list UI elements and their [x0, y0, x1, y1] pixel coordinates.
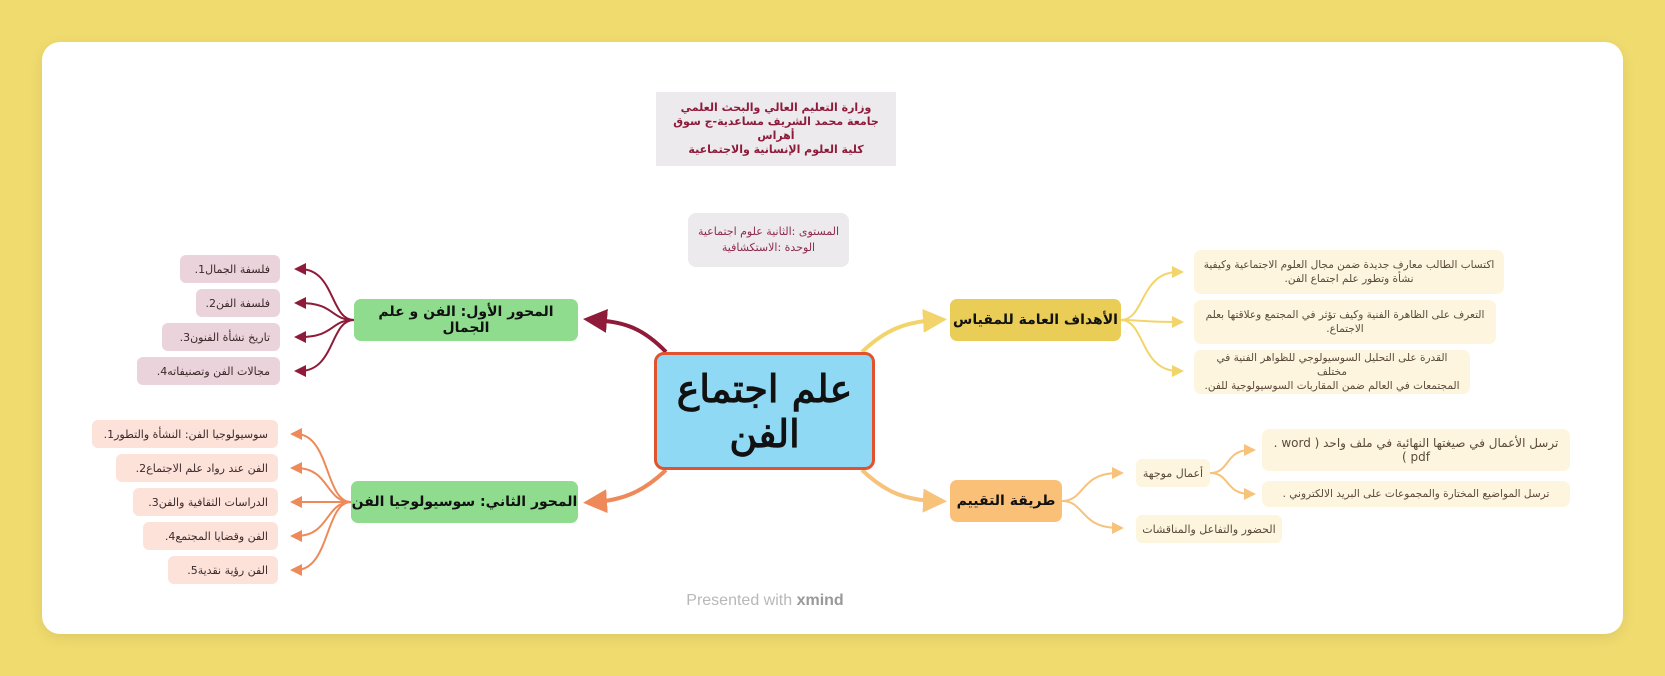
goal-item-2[interactable]: [1194, 300, 1496, 344]
item-number: 5.: [187, 563, 198, 577]
axis1-item-2[interactable]: [196, 289, 280, 317]
axis2-item-4[interactable]: [143, 522, 278, 550]
goal-text: اكتساب الطالب معارف جديدة ضمن مجال العلوم الاجتماعية وكيفية: [1203, 259, 1495, 271]
axis2-item-3[interactable]: [133, 488, 278, 516]
item-number: 2.: [135, 461, 147, 475]
xmind-logo: xmind: [796, 592, 844, 609]
goal-text: التعرف على الظاهرة الفنية وكيف تؤثر في المجتمع وعلاقتها بعلم: [1205, 309, 1485, 321]
axis1-topic[interactable]: [354, 299, 578, 341]
goals-topic[interactable]: [950, 299, 1121, 341]
item-text: الفن عند رواد علم الاجتماع: [146, 461, 268, 475]
institution-header[interactable]: [656, 92, 896, 166]
header-ministry: وزارة التعليم العالي والبحث العلمي: [680, 101, 872, 114]
presented-with-footer[interactable]: [0, 592, 1530, 610]
item-text: الدراسات الثقافية والفن: [158, 495, 268, 509]
goal-item-1[interactable]: [1194, 250, 1504, 294]
header-faculty: كلية العلوم الإنسانية والاجتماعية: [688, 143, 864, 156]
item-number: 1.: [194, 262, 206, 276]
axis2-topic[interactable]: [351, 481, 578, 523]
directed-item-1[interactable]: [1262, 429, 1570, 471]
goal-text: القدرة على التحليل السوسيولوجي للظواهر الفنية في مختلف: [1216, 352, 1448, 378]
header-university: جامعة محمد الشريف مساعدية-ج سوق أهراس: [673, 115, 879, 142]
axis2-item-1[interactable]: [92, 420, 278, 448]
goal-text: نشأة وتطور علم اجتماع الفن.: [1284, 273, 1414, 285]
goal-text: الاجتماع.: [1326, 323, 1364, 335]
attendance-label: الحضور والتفاعل والمناقشات: [1142, 522, 1276, 536]
item-number: 4.: [164, 529, 176, 543]
axis2-label: المحور الثاني: سوسيولوجيا الفن: [351, 494, 578, 510]
item-text: تاريخ نشأة الفنون: [190, 330, 270, 344]
level-text: المستوى :الثانية علوم اجتماعية: [697, 225, 840, 238]
item-number: 4.: [156, 364, 168, 378]
axis1-item-4[interactable]: [137, 357, 280, 385]
attendance-topic[interactable]: [1136, 515, 1282, 543]
item-text: فلسفة الفن: [215, 296, 270, 310]
evaluation-label: طريقة التقييم: [956, 493, 1056, 509]
directed-work-label: أعمال موجهة: [1142, 466, 1204, 480]
goals-label: الأهداف العامة للمقياس: [953, 312, 1118, 328]
central-topic[interactable]: [654, 352, 875, 470]
directed-item-text: pdf ): [1402, 450, 1430, 464]
item-text: فلسفة الجمال: [205, 262, 270, 276]
footer-prefix: Presented with: [686, 592, 793, 609]
central-topic-label: علم اجتماع الفن: [676, 366, 853, 456]
goal-item-3[interactable]: [1194, 350, 1470, 394]
goal-text: المجتمعات في العالم ضمن المقاربات السوسيولوجية للفن.: [1204, 380, 1460, 392]
axis2-item-2[interactable]: [116, 454, 278, 482]
item-number: 3.: [179, 330, 191, 344]
directed-item-text: ترسل الأعمال في صيغتها النهائية في ملف واحد ( word .: [1273, 436, 1559, 450]
directed-item-text: ترسل المواضيع المختارة والمجموعات على البريد الالكتروني .: [1282, 488, 1550, 500]
item-number: 3.: [148, 495, 159, 509]
directed-work-topic[interactable]: [1136, 459, 1210, 487]
unit-text: الوحدة :الاستكشافية: [721, 241, 816, 254]
item-number: 1.: [103, 427, 115, 441]
axis1-label: المحور الأول: الفن و علم الجمال: [378, 304, 554, 336]
item-number: 2.: [205, 296, 216, 310]
item-text: الفن رؤية نقدية: [197, 563, 268, 577]
level-topic[interactable]: [688, 213, 849, 267]
directed-item-2[interactable]: [1262, 481, 1570, 507]
axis1-item-1[interactable]: [180, 255, 280, 283]
evaluation-topic[interactable]: [950, 480, 1062, 522]
item-text: مجالات الفن وتصنيفاته: [167, 364, 270, 378]
axis2-item-5[interactable]: [168, 556, 278, 584]
item-text: الفن وقضايا المجتمع: [175, 529, 268, 543]
item-text: سوسيولوجيا الفن: النشأة والتطور: [114, 427, 268, 441]
axis1-item-3[interactable]: [162, 323, 280, 351]
